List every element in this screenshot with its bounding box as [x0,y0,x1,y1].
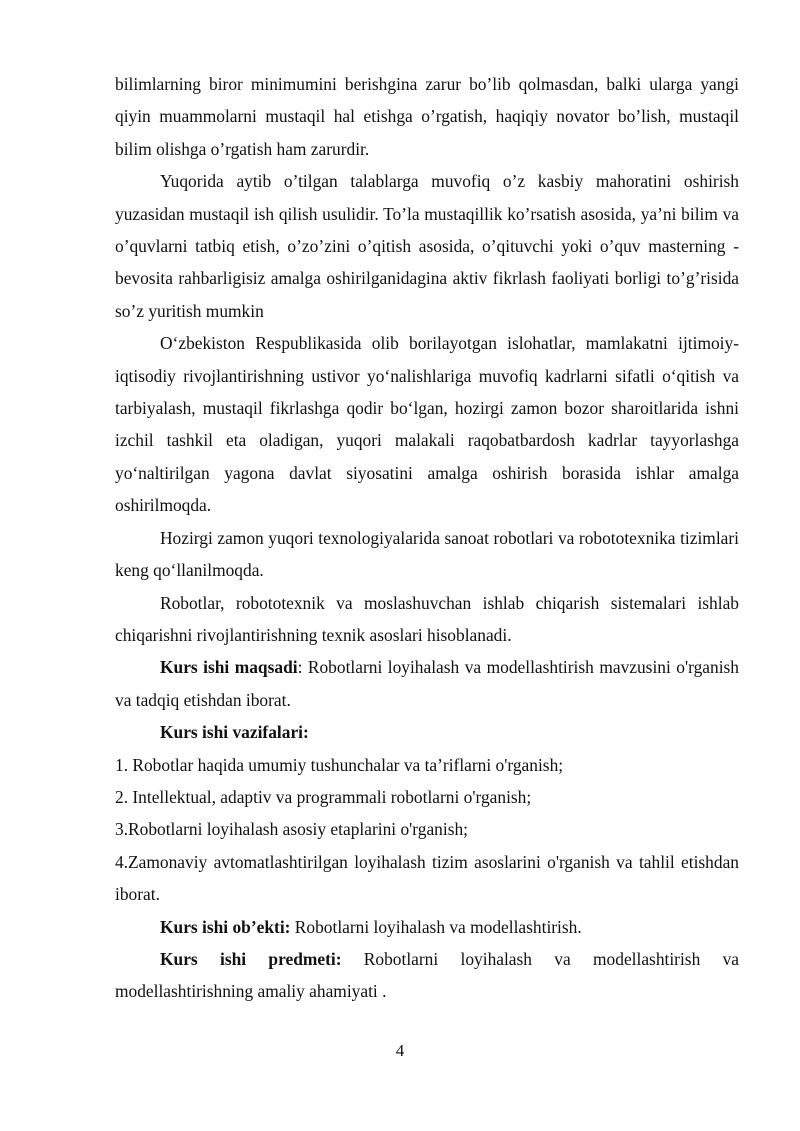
page-number: 4 [395,1041,405,1060]
document-page [115,68,739,1008]
object-text: Robotlarni loyihalash va modellashtirish. [290,916,582,937]
paragraph-object [115,911,739,943]
paragraph-intro: bilimlarning biror minimumini berishgina zarur bo’lib qolmasdan, balki ularga yangi qiyin muammolarni mustaqil hal etishga o’rgatish, haqiqiy novator bo’lish, mustaqil bilim olishga o’rgatish ham zarurdir. [115,74,739,159]
subject-text: Robotlarni loyihalash va modellashtirish va modellashtirishning amaliy ahamiyati . [115,948,739,1002]
paragraph-subject [115,943,739,1008]
task-item-2: 2. Intellektual, adaptiv va programmali robotlarni o'rganish; [115,786,532,807]
task-item-1: 1. Robotlar haqida umumiy tushunchalar va ta’riflarni o'rganish; [115,754,564,775]
task-item-3: 3.Robotlarni loyihalash asosiy etaplarini o'rganish; [115,819,468,840]
object-label: Kurs ishi ob’ekti: [160,916,291,937]
paragraph-goal [115,651,739,716]
paragraph-reforms: O‘zbekiston Respublikasida olib borilayotgan islohatlar, mamlakatni ijtimoiy-iqtisodiy rivojlantirishning ustivor yo‘nalishlariga muvofiq kadrlarni sifatli o‘qitish va tarbiyalash, mustaqil fikrlashga qodir bo‘lgan, hozirgi zamon bozor sharoitlarida ishni izchil tashkil eta oladigan, yuqori malakali raqobatbardosh kadrlar tayyorlashga yo‘naltirilgan yagona davlat siyosatini amalga oshirish borasida ishlar amalga oshirilmoqda. [115,333,739,516]
paragraph-independent-work: Yuqorida aytib o’tilgan talablarga muvofiq o’z kasbiy mahoratini oshirish yuzasidan mustaqil ish qilish usulidir. To’la mustaqillik ko’rsatish asosida, ya’ni bilim va o’quvlarni tatbiq etish, o’zo’zini o’qitish asosida, o’qituvchi yoki o’quv masterning - bevosita rahbarligisiz amalga oshirilganidagina aktiv fikrlash faoliyati borligi to’g’risida so’z yuritish mumkin [115,171,739,321]
goal-text: : Robotlarni loyihalash va modellashtirish mavzusini o'rganish va tadqiq etishdan iborat. [115,657,739,710]
tasks-heading: Kurs ishi vazifalari: [160,722,309,743]
paragraph-robots: Robotlar, robototexnik va moslashuvchan ishlab chiqarish sistemalari ishlab chiqarishni rivojlantirishning texnik asoslari hisoblanadi. [115,592,739,645]
subject-label: Kurs ishi predmeti: [160,948,342,969]
goal-label: Kurs ishi maqsadi [160,657,298,678]
task-item-4: 4.Zamonaviy avtomatlashtirilgan loyihalash tizim asoslarini o'rganish va tahlil etishdan iborat. [115,851,739,905]
paragraph-technologies: Hozirgi zamon yuqori texnologiyalarida sanoat robotlari va robototexnika tizimlari keng qo‘llanilmoqda. [115,527,739,581]
